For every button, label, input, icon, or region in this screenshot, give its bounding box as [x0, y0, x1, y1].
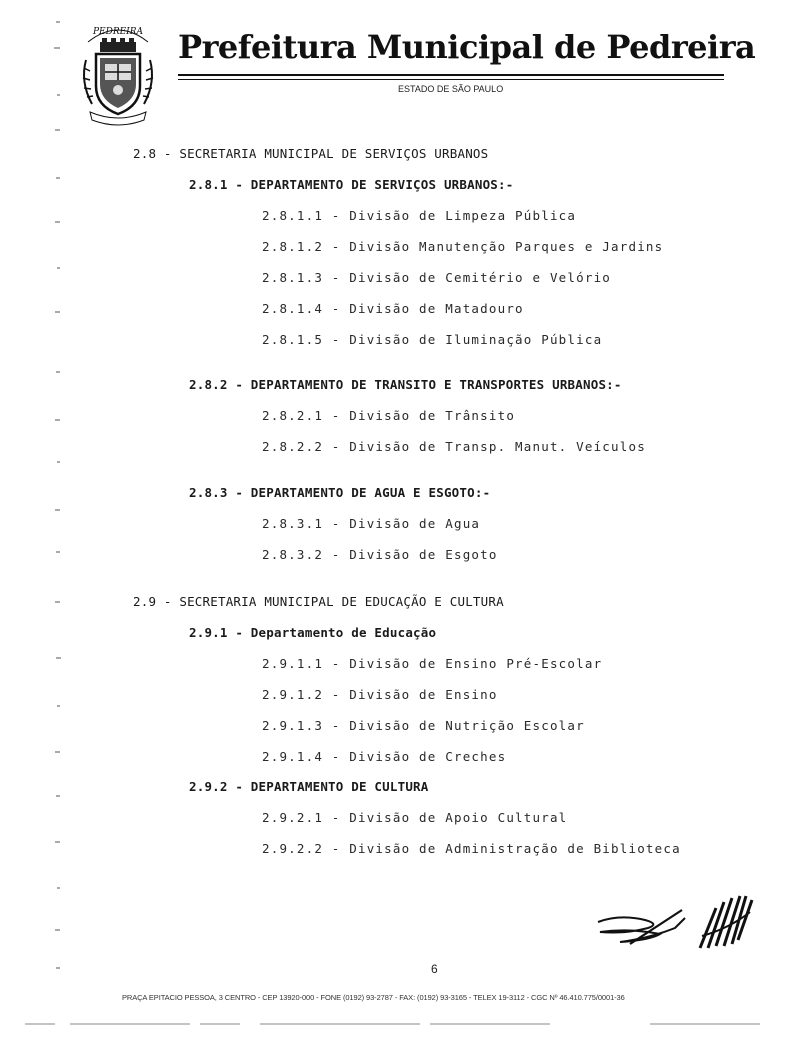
outline-divisao: 2.9.1.2 - Divisão de Ensino: [262, 687, 498, 702]
outline-divisao: 2.9.1.4 - Divisão de Creches: [262, 749, 507, 764]
outline-departamento: 2.9.2 - DEPARTAMENTO DE CULTURA: [189, 779, 429, 794]
outline-divisao: 2.8.1.2 - Divisão Manutenção Parques e Jardins: [262, 239, 664, 254]
svg-text:PEDREIRA: PEDREIRA: [92, 27, 144, 37]
outline-divisao: 2.9.2.1 - Divisão de Apoio Cultural: [262, 810, 568, 825]
outline-divisao: 2.9.2.2 - Divisão de Administração de Biblioteca: [262, 841, 681, 856]
document-title: Prefeitura Municipal de Pedreira: [178, 28, 756, 66]
outline-departamento: 2.8.3 - DEPARTAMENTO DE AGUA E ESGOTO:-: [189, 485, 491, 500]
outline-divisao: 2.8.3.2 - Divisão de Esgoto: [262, 547, 498, 562]
outline-departamento: 2.8.1 - DEPARTAMENTO DE SERVIÇOS URBANOS:-: [189, 177, 514, 192]
outline-divisao: 2.8.1.5 - Divisão de Iluminação Pública: [262, 332, 603, 347]
outline-divisao: 2.8.3.1 - Divisão de Agua: [262, 516, 481, 531]
outline-divisao: 2.8.1.1 - Divisão de Limpeza Pública: [262, 208, 577, 223]
outline-secretaria: 2.9 - SECRETARIA MUNICIPAL DE EDUCAÇÃO E CULTURA: [133, 594, 504, 609]
state-subtitle: ESTADO DE SÃO PAULO: [398, 84, 504, 94]
outline-divisao: 2.8.1.4 - Divisão de Matadouro: [262, 301, 524, 316]
outline-divisao: 2.8.1.3 - Divisão de Cemitério e Velório: [262, 270, 612, 285]
outline-divisao: 2.9.1.3 - Divisão de Nutrição Escolar: [262, 718, 585, 733]
outline-secretaria: 2.8 - SECRETARIA MUNICIPAL DE SERVIÇOS URBANOS: [133, 146, 489, 161]
outline-departamento: 2.9.1 - Departamento de Educação: [189, 625, 437, 640]
outline-divisao: 2.8.2.2 - Divisão de Transp. Manut. Veículos: [262, 439, 646, 454]
footer-address: PRAÇA EPITACIO PESSOA, 3 CENTRO - CEP 13920-000 - FONE (0192) 93-2787 - FAX: (0192) 93-3165 - TELEX 19-3112 - CGC Nº 46.410.775/0001-36: [122, 993, 625, 1002]
outline-divisao: 2.9.1.1 - Divisão de Ensino Pré-Escolar: [262, 656, 603, 671]
outline-divisao: 2.8.2.1 - Divisão de Trânsito: [262, 408, 516, 423]
outline-departamento: 2.8.2 - DEPARTAMENTO DE TRANSITO E TRANSPORTES URBANOS:-: [189, 377, 622, 392]
page-number: 6: [431, 962, 438, 976]
